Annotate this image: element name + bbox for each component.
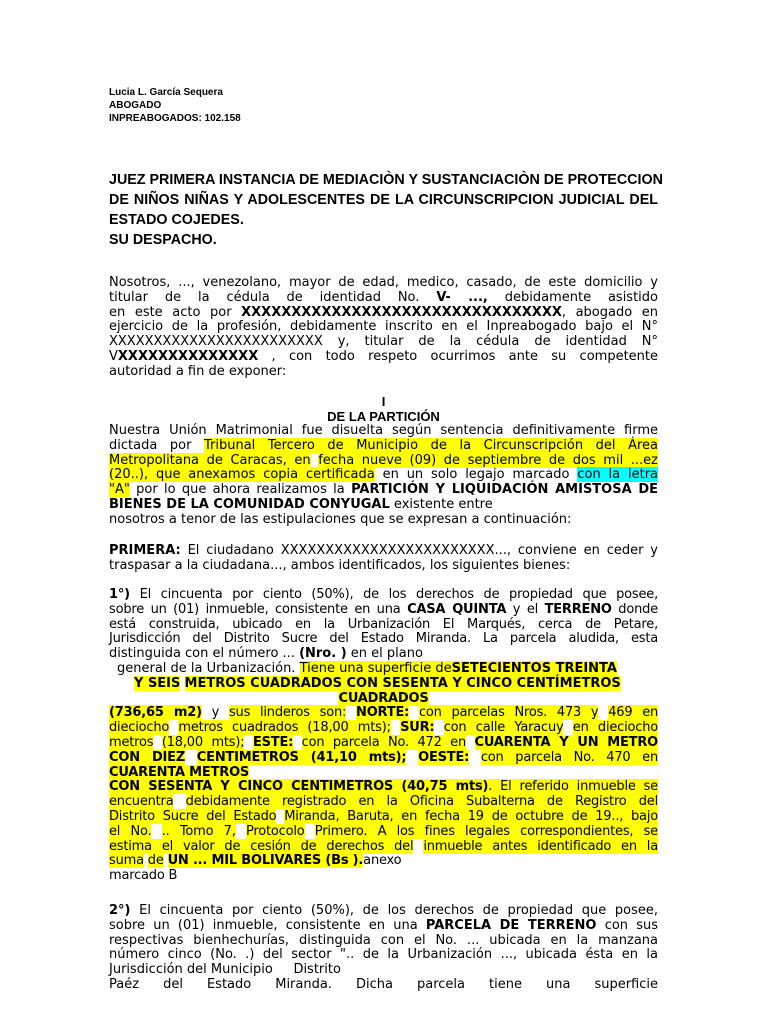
item-1-line: marcado B — [109, 868, 178, 884]
particion-line: nosotros a tenor de las estipulaciones que se expresan a continuación: — [109, 511, 572, 527]
particion-line: dictada por Tribunal Tercero de Municipio de la Circunscripción del Área — [109, 437, 658, 453]
particion-line: "A" por lo que ahora realizamos la PARTICIÓN Y LIQUIDACIÓN AMISTOSA DE — [109, 482, 659, 498]
item-1-line: suma de UN ... MIL BOLIVARES (Bs ).anexo — [109, 853, 402, 869]
item-2-line: Jurisdicción del Municipio Distrito — [109, 962, 341, 978]
court-line-2: DE NIÑOS NIÑAS Y ADOLESCENTES DE LA CIRCUNSCRIPCION JUDICIAL DEL — [109, 192, 658, 208]
item-1-line: Y SEIS METROS CUADRADOS CON SESENTA Y CINCO CENTÍMETROS — [134, 675, 621, 691]
court-line-3: ESTADO COJEDES. — [109, 212, 244, 228]
item-1-line: metros (18,00 mts); ESTE: con parcela No. 472 en CUARENTA Y UN METRO — [109, 734, 659, 750]
item-1-line: 1°) El cincuenta por ciento (50%), de los derechos de propiedad que posee, — [109, 587, 659, 602]
particion-line: Nuestra Unión Matrimonial fue disuelta según sentencia definitivamente firme — [109, 423, 658, 438]
item-1-line: dieciocho metros cuadrados (18,00 mts); SUR: con calle Yaracuy en dieciocho — [109, 720, 659, 736]
item-1-line: sobre un (01) inmueble, consistente en una CASA QUINTA y el TERRENO donde — [109, 601, 658, 617]
primera-line: traspasar a la ciudadana..., ambos identificados, los siguientes bienes: — [109, 557, 571, 573]
item-1-line: está construida, ubicado en la Urbanización El Marqués, cerca de Petare, — [109, 616, 658, 632]
item-1-line: CUARENTA METROS — [109, 764, 250, 780]
item-1-line: Jurisdicción del Distrito Sucre del Estado Miranda. La parcela aludida, esta — [109, 631, 658, 647]
section-title: DE LA PARTICIÓN — [327, 409, 440, 424]
primera-paragraph — [109, 544, 658, 574]
item-1-line: el No. .. Tomo 7, Protocolo Primero. A los fines legales correspondientes, se — [109, 823, 658, 839]
item-2-line: sobre un (01) inmueble, consistente en una PARCELA DE TERRENO con sus — [109, 917, 659, 933]
item-2-line: número cinco (No. .) del sector ".. de la Urbanización ..., ubicada ésta en la — [109, 947, 658, 963]
item-1-line: Distrito Sucre del Estado Miranda, Baruta, en fecha 19 de octubre de 19.., bajo — [109, 808, 658, 824]
lawyer-name: Lucia L. García Sequera — [109, 87, 223, 98]
lawyer-header — [109, 86, 241, 125]
court-line-4: SU DESPACHO. — [109, 232, 217, 248]
section-heading — [109, 394, 658, 424]
particion-line: Metropolitana de Caracas, en fecha nueve (09) de septiembre de dos mil ...ez — [109, 452, 658, 468]
section-numeral: I — [381, 394, 386, 409]
intro-line: Nosotros, ..., venezolano, mayor de edad, medico, casado, de este domicilio y — [109, 275, 658, 290]
intro-line: en este acto por XXXXXXXXXXXXXXXXXXXXXXXXXXXXXXXX, abogado en — [109, 304, 658, 320]
item-1-line: general de la Urbanización. Tiene una superficie deSETECIENTOS TREINTA — [117, 660, 617, 676]
item-1-line: CUADRADOS — [338, 690, 429, 706]
primera-line: PRIMERA: El ciudadano XXXXXXXXXXXXXXXXXXXXXXXX..., conviene en ceder y — [109, 543, 658, 558]
item-1-line: CON SESENTA Y CINCO CENTIMETROS (40,75 mts). El referido inmueble se — [109, 779, 658, 795]
item-1-line: estima el valor de cesión de derechos del inmueble antes identificado en la — [109, 838, 658, 854]
item-1-paragraph — [109, 588, 658, 884]
item-2-line: 2°) El cincuenta por ciento (50%), de los derechos de propiedad que posee, — [109, 903, 659, 918]
item-2-paragraph — [109, 904, 658, 993]
particion-line: BIENES DE LA COMUNIDAD CONYUGAL existente entre — [109, 496, 493, 512]
intro-line: XXXXXXXXXXXXXXXXXXXXXXXX y, titular de la cédula de identidad N° — [109, 334, 658, 350]
item-1-line: distinguida con el número ... (Nro. ) en el plano — [109, 646, 423, 662]
court-address — [109, 170, 663, 250]
item-1-line: CON DIEZ CENTIMETROS (41,10 mts); OESTE: con parcela No. 470 en — [109, 749, 658, 765]
intro-paragraph — [109, 276, 658, 380]
item-1-line: encuentra debidamente registrado en la Oficina Subalterna de Registro del — [109, 794, 658, 810]
intro-line: titular de la cédula de identidad No. V- ..., debidamente asistido — [109, 289, 658, 305]
lawyer-role: ABOGADO — [109, 100, 162, 111]
item-2-line: respectivas bienhechurías, distinguida con el No. ... ubicada en la manzana — [109, 932, 658, 948]
item-1-line: (736,65 m2) y sus linderos son: NORTE: con parcelas Nros. 473 y 469 en — [109, 705, 659, 721]
court-line-1: JUEZ PRIMERA INSTANCIA DE MEDIACIÒN Y SUSTANCIACIÒN DE PROTECCION — [109, 172, 663, 188]
lawyer-registry: INPREABOGADOS: 102.158 — [109, 113, 241, 124]
particion-line: (20..), que anexamos copia certificada en un solo legajo marcado con la letra — [109, 467, 659, 483]
intro-line: autoridad a fin de exponer: — [109, 363, 287, 379]
intro-line: ejercicio de la profesión, debidamente inscrito en el Inpreabogado bajo el N° — [109, 319, 658, 335]
intro-line: VXXXXXXXXXXXXXX , con todo respeto ocurrimos ante su competente — [109, 348, 658, 364]
item-2-line: Paéz del Estado Miranda. Dicha parcela tiene una superficie — [109, 976, 658, 992]
particion-paragraph — [109, 424, 658, 528]
